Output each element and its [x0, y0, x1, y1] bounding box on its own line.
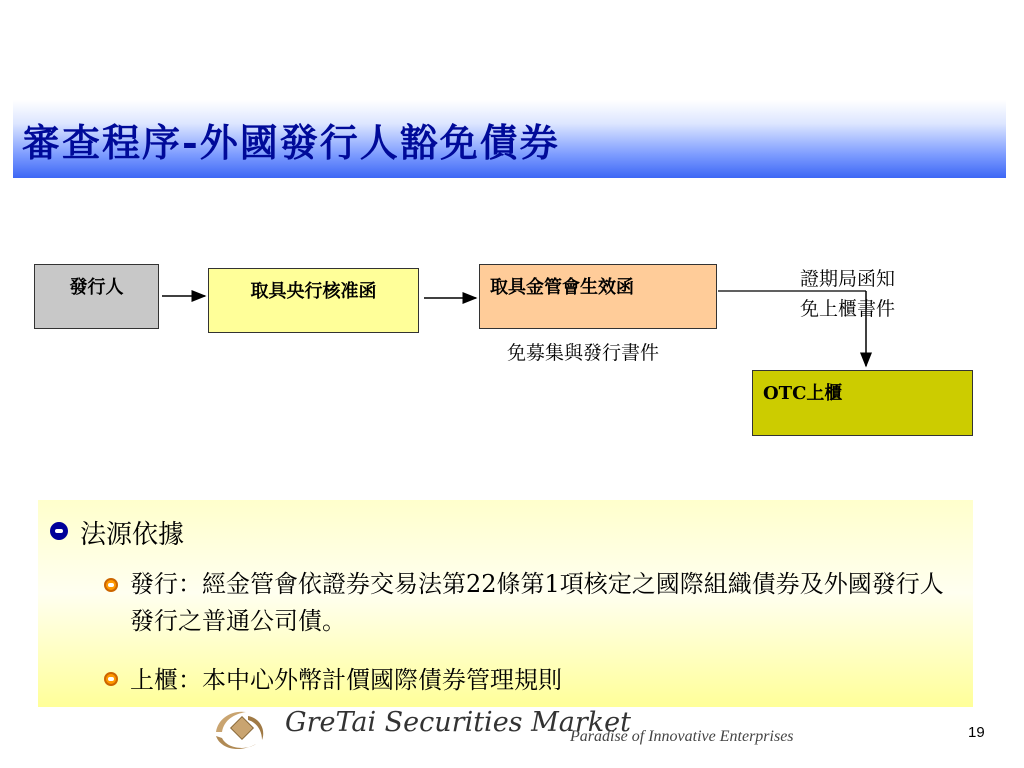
bullet-item-listing [104, 660, 562, 695]
bullet-item-issuance [104, 566, 950, 640]
page-number: 19 [968, 724, 985, 741]
logo-wordmark: GreTai Securities Market [285, 707, 631, 738]
arrow-bullet-icon [104, 578, 118, 592]
arrow-bullet-icon [104, 672, 118, 686]
bullet-item1-text: 發行：經金管會依證券交易法第22條第1項核定之國際組織債券及外國發行人發行之普通公司債。 [130, 570, 944, 635]
central-bank-box [208, 268, 419, 333]
note-right-line2: 免上櫃書件 [800, 298, 896, 320]
bullet-heading [50, 514, 184, 551]
fsc-box [479, 264, 717, 329]
note-right-line1: 證期局函知 [800, 268, 896, 290]
otc-box [752, 370, 973, 436]
otc-label: OTC上櫃 [763, 383, 843, 404]
note-exempt-listing [800, 264, 895, 324]
bullet-item2-text: 上櫃：本中心外幣計價國際債券管理規則 [130, 666, 562, 694]
issuer-label: 發行人 [69, 277, 124, 298]
fsc-label: 取具金管會生效函 [490, 277, 634, 298]
arrow-bullet-icon [50, 522, 68, 540]
slide-title: 審查程序-外國發行人豁免債券 [22, 120, 560, 165]
gretai-logo-icon [212, 706, 268, 754]
issuer-box [34, 264, 159, 329]
central-bank-label: 取具央行核准函 [250, 281, 377, 302]
bullet-heading-text: 法源依據 [80, 520, 185, 550]
note-exempt-offering: 免募集與發行書件 [507, 342, 660, 364]
slogan: Paradise of Innovative Enterprises [570, 728, 794, 745]
